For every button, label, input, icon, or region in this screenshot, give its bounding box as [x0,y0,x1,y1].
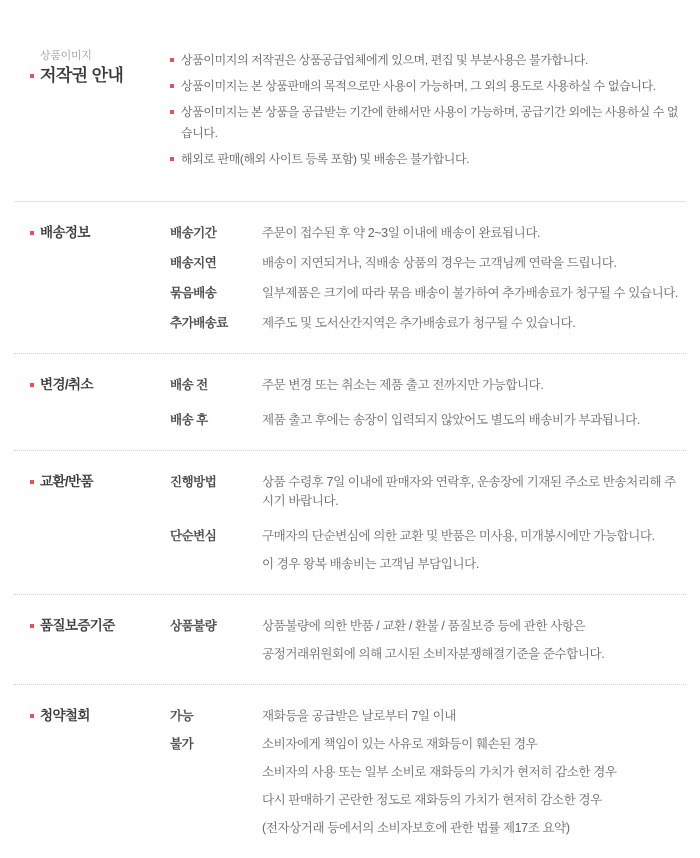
table-row [170,411,686,430]
row-value [262,376,686,395]
section-title: 청약철회 [40,708,90,723]
row-value-line: 공정거래위원회에 의해 고시된 소비자분쟁해결기준을 준수합니다. [262,647,605,661]
row-value-line: 구매자의 단순변심에 의한 교환 및 반품은 미사용, 미개봉시에만 가능합니다. [262,529,655,543]
section-heading [22,707,170,838]
row-value-line: 제품 출고 후에는 송장이 입력되지 않았어도 별도의 배송비가 부과됩니다. [262,413,640,427]
section-title: 배송정보 [40,225,90,240]
row-value-line: 제주도 및 도서산간지역은 추가배송료가 청구될 수 있습니다. [262,316,576,330]
section-exchange-return [14,451,686,594]
row-value [262,707,686,726]
copyright-heading-block [22,48,170,175]
section-title: 품질보증기준 [40,618,115,633]
row-label: 가능 [170,709,194,723]
table-row [170,284,686,303]
row-value-line: 일부제품은 크기에 따라 묶음 배송이 불가하여 추가배송료가 청구될 수 있습니다. [262,286,679,300]
row-value-line: 소비자에게 책임이 있는 사유로 재화등이 훼손된 경우 [262,737,538,751]
section-body [170,224,686,333]
row-value [262,473,686,511]
row-value-line: 상품불량에 의한 반품 / 교환 / 환불 / 품질보증 등에 관한 사항은 [262,619,586,633]
row-label: 추가배송료 [170,316,228,330]
row-label: 묶음배송 [170,286,217,300]
row-value-line: (전자상거래 등에서의 소비자보호에 관한 법률 제17조 요약) [262,821,570,835]
table-row [170,527,686,574]
section-subscription-withdrawal [14,685,686,858]
copyright-notice-section [14,0,686,175]
table-row [170,707,686,726]
table-row [170,254,686,273]
row-label: 배송기간 [170,226,217,240]
table-row [170,376,686,395]
row-value [262,284,686,303]
row-value-line: 주문 변경 또는 취소는 제품 출고 전까지만 가능합니다. [262,378,544,392]
row-label: 배송 전 [170,378,208,392]
section-heading [22,376,170,430]
row-value [262,314,686,333]
row-value-line: 재화등을 공급받은 날로부터 7일 이내 [262,709,456,723]
section-body [170,707,686,838]
section-heading [22,473,170,574]
row-value-line: 주문이 접수된 후 약 2~3일 이내에 배송이 완료됩니다. [262,226,541,240]
table-row [170,224,686,243]
row-value [262,527,686,574]
row-label: 배송 후 [170,413,208,427]
row-label: 단순변심 [170,529,217,543]
row-value [262,224,686,243]
row-value [262,254,686,273]
table-row [170,473,686,511]
row-value [262,735,686,838]
row-value-line: 상품 수령후 7일 이내에 판매자와 연락후, 운송장에 기재된 주소로 반송처리해 주시기 바랍니다. [262,475,676,508]
row-value-line: 다시 판매하기 곤란한 정도로 재화등의 가치가 현저히 감소한 경우 [262,793,602,807]
section-body [170,617,686,664]
section-title: 교환/반품 [40,474,93,489]
copyright-item-list [170,48,686,175]
list-item: 상품이미지는 본 상품을 공급받는 기간에 한해서만 사용이 가능하며, 공급기간 외에는 사용하실 수 없습니다. [170,102,686,144]
table-row [170,617,686,664]
section-heading [22,617,170,664]
row-value-line: 배송이 지연되거나, 직배송 상품의 경우는 고객님께 연락을 드립니다. [262,256,617,270]
table-row [170,314,686,333]
row-label: 상품불량 [170,619,217,633]
list-item: 상품이미지는 본 상품판매의 목적으로만 사용이 가능하며, 그 외의 용도로 사용하실 수 없습니다. [170,76,686,97]
row-value-line: 이 경우 왕복 배송비는 고객님 부담입니다. [262,557,479,571]
row-value-line: 소비자의 사용 또는 일부 소비로 재화등의 가치가 현저히 감소한 경우 [262,765,617,779]
section-body [170,473,686,574]
section-title: 변경/취소 [40,377,93,392]
list-item: 상품이미지의 저작권은 상품공급업체에게 있으며, 편집 및 부분사용은 불가합니다. [170,50,686,71]
row-label: 배송지연 [170,256,217,270]
table-row [170,735,686,838]
copyright-kicker: 상품이미지 [40,50,92,62]
copyright-title: 저작권 안내 [30,65,170,87]
row-label: 불가 [170,737,194,751]
section-shipping-info [14,202,686,353]
row-value [262,617,686,664]
section-change-cancel [14,354,686,450]
section-heading [22,224,170,333]
list-item: 해외로 판매(해외 사이트 등록 포함) 및 배송은 불가합니다. [170,149,686,170]
row-value [262,411,686,430]
row-label: 진행방법 [170,475,217,489]
section-quality-guarantee [14,595,686,684]
section-body [170,376,686,430]
